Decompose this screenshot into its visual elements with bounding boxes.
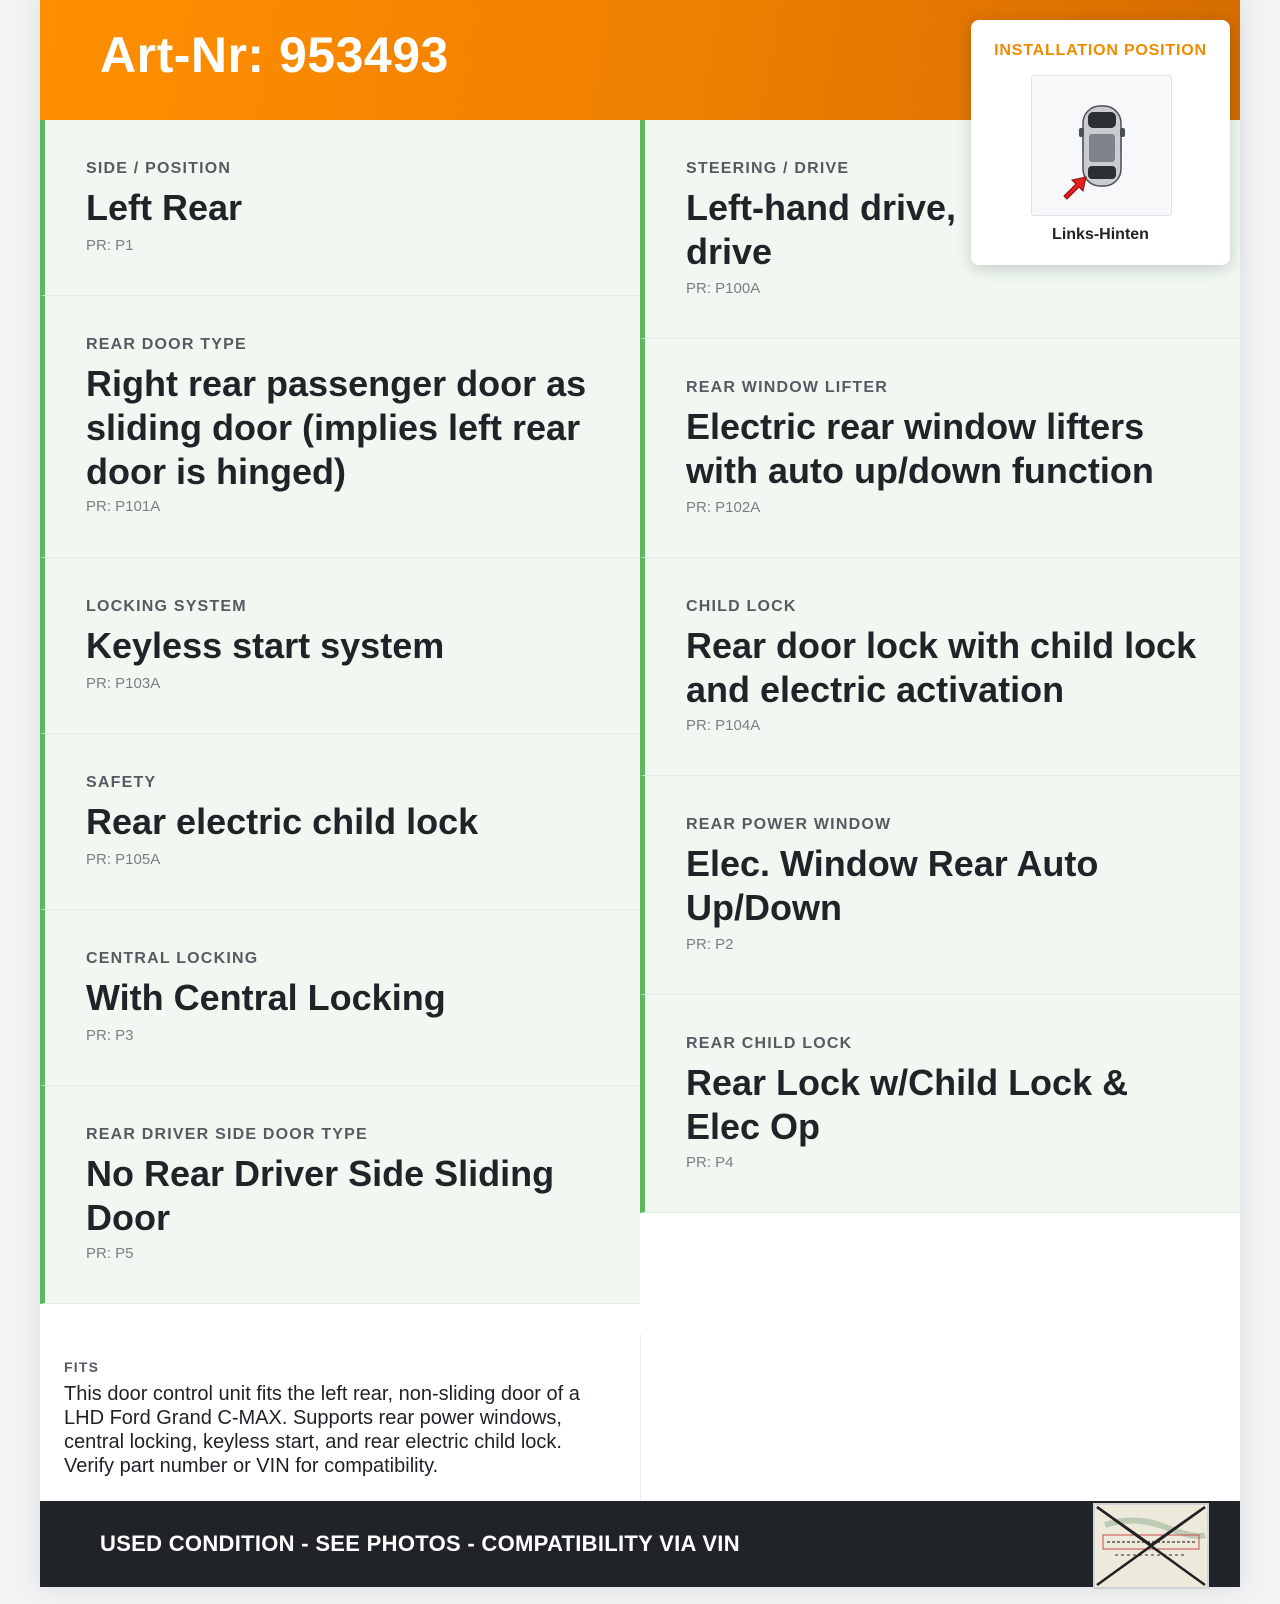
spec-value: Rear electric child lock [86,801,479,842]
spec-cell-side-position [40,120,640,296]
spec-value: Right rear passenger door as sliding door (implies left rear door is hinged) [86,363,587,492]
spec-value: Elec. Window Rear Auto Up/Down [686,843,1099,928]
spec-label: STEERING / DRIVE [686,160,850,177]
spec-pr-code: PR: P102A [686,499,761,516]
spec-cell-rear-window-lifter [640,339,1240,558]
spec-cell-rear-door-type [40,296,640,558]
spec-label: CHILD LOCK [686,598,797,615]
document-thumbnail [1093,1503,1209,1589]
spec-pr-code: PR: P104A [686,717,761,734]
article-number-title: Art-Nr: 953493 [100,27,449,83]
spec-pr-code: PR: P2 [686,936,734,953]
spec-sheet [40,0,1240,1587]
spec-cell-rear-driver-side-door-type [40,1086,640,1304]
spec-pr-code: PR: P5 [86,1245,134,1262]
spec-value: No Rear Driver Side Sliding Door [86,1153,555,1238]
spec-value: Left-hand drive, drive [686,187,957,272]
spec-label: REAR DRIVER SIDE DOOR TYPE [86,1126,368,1143]
spec-value: Keyless start system [86,625,445,666]
spec-value: Rear Lock w/Child Lock & Elec Op [686,1062,1129,1147]
fits-label: FITS [64,1359,100,1375]
car-top-view-icon [1032,76,1171,215]
spec-cell-central-locking [40,910,640,1086]
installation-position-card [971,20,1230,265]
spec-value: Rear door lock with child lock and electric activation [686,625,1197,710]
spec-cell-safety [40,734,640,910]
spec-cell-rear-child-lock [640,995,1240,1213]
red-arrow-icon [1064,177,1086,199]
spec-label: REAR POWER WINDOW [686,816,892,833]
installation-diagram [1031,75,1172,216]
footer-condition-note: USED CONDITION - SEE PHOTOS - COMPATIBILITY VIA VIN [100,1531,740,1556]
spec-pr-code: PR: P103A [86,675,161,692]
spec-pr-code: PR: P1 [86,237,134,254]
spec-label: REAR WINDOW LIFTER [686,379,889,396]
spec-value: With Central Locking [86,977,446,1018]
spec-label: CENTRAL LOCKING [86,950,259,967]
installation-title: INSTALLATION POSITION [994,42,1207,59]
spec-label: REAR CHILD LOCK [686,1035,853,1052]
spec-label: SIDE / POSITION [86,160,232,177]
spec-cell-child-lock [640,558,1240,776]
spec-value: Electric rear window lifters with auto up/down function [686,406,1154,491]
spec-label: REAR DOOR TYPE [86,336,247,353]
spec-label: LOCKING SYSTEM [86,598,247,615]
spec-cell-rear-power-window [640,776,1240,995]
installation-position-label: Links-Hinten [1052,226,1149,243]
spec-value: Left Rear [86,187,243,228]
fits-description: This door control unit fits the left rear, non-sliding door of a LHD Ford Grand C-MAX. Supports rear power windows, central locking, keyless start, and rear electric child lock. Verify part number or VIN for compatibility. [64,1383,580,1477]
spec-pr-code: PR: P105A [86,851,161,868]
spec-label: SAFETY [86,774,157,791]
spec-pr-code: PR: P4 [686,1154,734,1171]
spec-pr-code: PR: P3 [86,1027,134,1044]
spec-pr-code: PR: P101A [86,498,161,515]
spec-cell-locking-system [40,558,640,734]
fits-section [40,1334,641,1501]
footer-bar [40,1501,1240,1587]
crossed-document-icon [1095,1505,1207,1587]
spec-pr-code: PR: P100A [686,280,761,297]
